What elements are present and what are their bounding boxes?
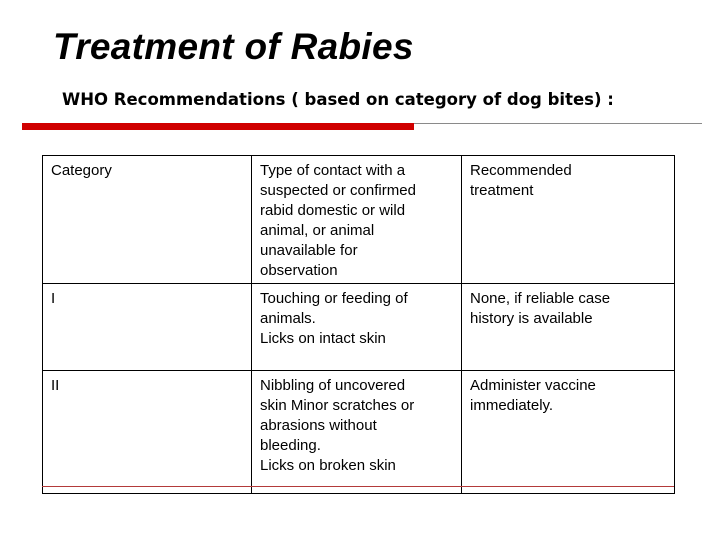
table-row: [43, 284, 675, 371]
table-row: [43, 371, 675, 494]
row-treatment: None, if reliable case history is available: [462, 284, 675, 371]
header-category: Category: [43, 156, 252, 284]
row-treatment: Administer vaccine immediately.: [462, 371, 675, 494]
page-subtitle: WHO Recommendations ( based on category of dog bites) :: [62, 90, 614, 109]
table-bottom-line: [42, 486, 674, 487]
page-title: Treatment of Rabies: [53, 26, 414, 67]
row-category: II: [43, 371, 252, 494]
row-contact: Touching or feeding of animals. Licks on intact skin: [252, 284, 462, 371]
table-header-row: [43, 156, 675, 284]
row-category: I: [43, 284, 252, 371]
header-treatment: Recommended treatment: [462, 156, 675, 284]
accent-bar: [22, 123, 414, 130]
rabies-treatment-table: [42, 155, 675, 494]
row-contact: Nibbling of uncovered skin Minor scratches or abrasions without bleeding. Licks on broken skin: [252, 371, 462, 494]
header-contact: Type of contact with a suspected or confirmed rabid domestic or wild animal, or animal unavailable for observation: [252, 156, 462, 284]
